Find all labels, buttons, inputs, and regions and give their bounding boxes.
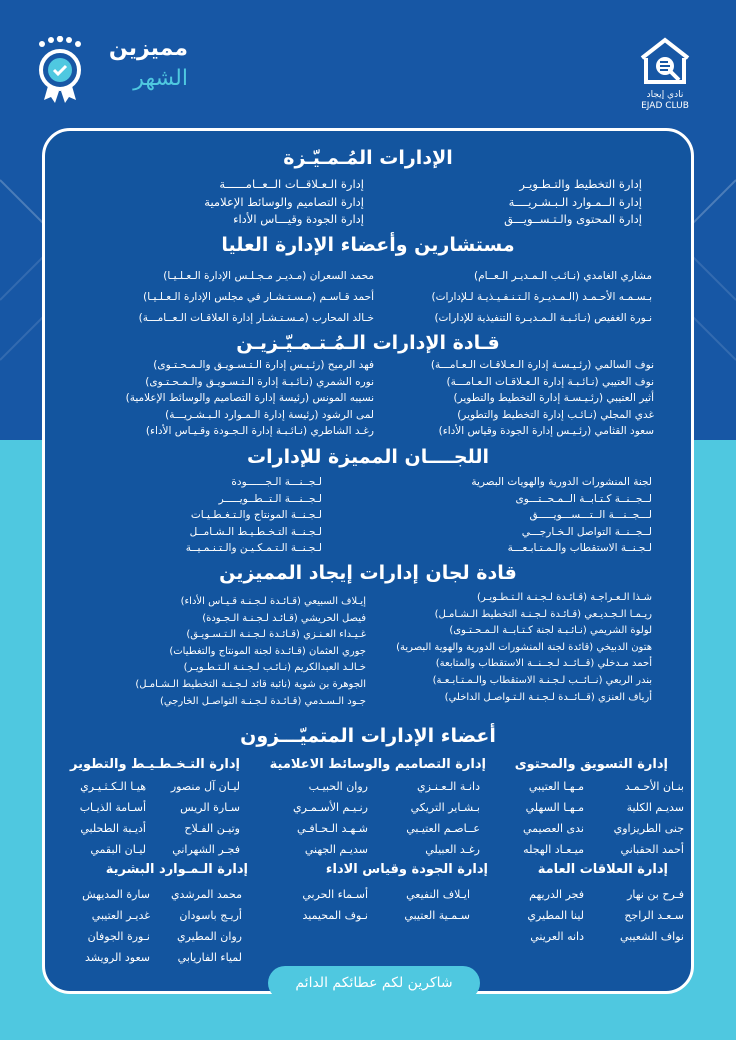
list-item: أحمد مـدخلي (قــائــد لـجــنــة الاستقطاب والمتابعة)	[435, 658, 652, 670]
list-item: غـيـداء العـنـزي (قـائـدة لـجـنـة الـتـسـويـق)	[186, 629, 366, 641]
list-item: أسـامة الذيـاب	[79, 801, 146, 814]
club-name	[630, 90, 700, 112]
list-item: رنـيـم الأسـمـري	[293, 801, 368, 814]
list-item: الجوهرة بن شوية (نائبة قائد لـجـنـة التخطيط الـشـامـل)	[135, 678, 366, 690]
list-item: لـجــنـــة الـتــطــويـــــر	[218, 492, 322, 505]
list-item: فـرح بن نهار	[627, 888, 684, 901]
list-item: نواف الشعيبي	[619, 930, 684, 943]
list-item: إيـلاف السبيعي (قـائـدة لـجـنـة قـيـاس الأداء)	[180, 596, 366, 607]
members-quality-col1	[374, 884, 470, 926]
list-item: ميـعـاد الهجله	[523, 843, 584, 856]
list-item: شـذا الـعـراجـة (قـائـدة لـجـنـة الـتـطـويـر)	[477, 592, 652, 603]
list-item: لـجـنــة التـخـطـيـط الـشـامــل	[189, 525, 322, 538]
members-design-col1	[380, 776, 480, 860]
section-title-departments: الإدارات المُـمـيّـزة	[283, 147, 453, 169]
list-item: غديـر العتيبي	[91, 909, 150, 922]
list-item: نـوف المحيميد	[302, 909, 368, 922]
list-item: مـهـا العتيبي	[528, 780, 584, 793]
list-item: نـورة الغفيص (نـائـبـة الـمـديـرة التنفيذية للإدارات)	[434, 312, 652, 324]
list-item: إدارة الـعـلاقــات الــعــامــــــة	[219, 177, 364, 191]
leaders-left-list	[54, 357, 374, 440]
section-title-leaders: قـادة الإدارات الـمُـتـمـيّـزيـن	[236, 332, 500, 354]
list-item: لــجــنــة كـتـابــة الــمـحــتـــوى	[515, 492, 652, 505]
list-item: جـود الـسـدمي (قـائـدة لـجـنـة التواصـل الخارجي)	[159, 695, 366, 707]
members-quality-col2	[280, 884, 368, 926]
list-item: نوف العتيبي (نـائـبـة إدارة الـعـلاقـات الـعـامـــة)	[446, 375, 654, 388]
committee-leaders-right-list	[380, 590, 652, 706]
members-planning-col1	[152, 776, 240, 860]
club-name-arabic: نادي إيجاد	[646, 90, 684, 100]
list-item: سعود القثامي (رئـيـس إدارة الجودة وقياس الأداء)	[438, 425, 654, 437]
list-item: لمى الرشود (رئيسة إدارة الـمـوارد الـبـشـريـــة)	[165, 408, 374, 421]
list-item: وتيـن الفـلاح	[184, 822, 240, 835]
list-item: خـالد المحارب (مـسـتـشـار إدارة العلاقـات الـعــامـــة)	[138, 312, 374, 324]
list-item: لولوة الشريمي (نـائـبـة لجنة كـتـابــة الـمـحـتـوى)	[449, 625, 652, 637]
list-item: فجـر الشهراني	[172, 843, 240, 856]
members-planning-col2	[56, 776, 146, 860]
section-title-members: أعضاء الإدارات المتميّـــزون	[240, 725, 496, 747]
departments-right-list	[392, 176, 642, 229]
list-item: سارة المديهش	[82, 888, 150, 901]
list-item: لمياء الفاريابي	[177, 951, 242, 964]
list-item: مـهـا السهلي	[525, 801, 584, 814]
members-marketing-col1	[590, 776, 684, 860]
list-item: أسـماء الحربي	[302, 888, 368, 901]
list-item: أحمد قـاسـم (مـسـتـشـار في مجلس الإدارة الـعـلـيـا)	[143, 291, 374, 303]
list-item: رغـد الشاطري (نـائـبـة إدارة الـجـودة وقـيـاس الأداء)	[145, 425, 374, 437]
list-item: غدي المجلي (نـائـب إدارة التخطيط والتطوير)	[457, 408, 654, 421]
list-item: ايـلاف النفيعي	[406, 888, 470, 901]
list-item: فجر الدريهم	[529, 888, 584, 901]
list-item: محمد المرشدي	[170, 888, 242, 901]
list-item: نـورة الجوفان	[87, 930, 150, 943]
section-title-advisors: مستشارين وأعضاء الإدارة العليا	[221, 234, 515, 256]
list-item: إدارة الجودة وقيـــاس الأداء	[233, 212, 364, 226]
list-item: أديـبة الطحلبي	[80, 822, 146, 835]
footer-thanks: شاكرين لكم عطائكم الدائم	[268, 966, 480, 1000]
advisors-right-list	[382, 266, 652, 329]
list-item: هيـا الـكـثـيـري	[80, 780, 146, 793]
list-item: سديـم الكلية	[626, 801, 684, 814]
list-item: لجنة المنشورات الدورية والهويات البصرية	[471, 476, 652, 488]
list-item: روان الحبيـب	[308, 780, 368, 793]
list-item: جنى الطريزاوي	[613, 822, 684, 835]
list-item: لـجـنــة الاستقطاب والـمـتـابـعـــة	[507, 542, 652, 554]
list-item: لـجــنـــة الـجــــــودة	[231, 476, 322, 488]
leaders-right-list	[382, 357, 654, 440]
list-item: بـشـاير التريكي	[410, 801, 480, 814]
section-title-committees: اللجــــان المميزة للإدارات	[247, 446, 489, 468]
list-item: ليـان البقمي	[90, 843, 146, 856]
list-item: لينا المطيري	[527, 909, 584, 922]
members-hr-col2	[60, 884, 150, 968]
members-hr-col1	[154, 884, 242, 968]
section-title-committee-leaders: قادة لجان إدارات إيجاد المميزين	[219, 562, 517, 584]
list-item: أريـج باسودان	[179, 909, 242, 922]
list-item: خـالـد العبدالكريم (نـائـب لـجـنـة الـتـطـويـر)	[183, 662, 366, 674]
members-public-relations-col2	[500, 884, 584, 947]
list-item: إدارة المحتوى والـتـســويـــق	[504, 212, 642, 226]
advisors-left-list	[56, 266, 374, 329]
list-item: عــاصـم العتيـبي	[406, 822, 480, 835]
list-item: ليـان آل منصور	[170, 780, 240, 793]
list-item: سـمـية العتيبي	[404, 909, 470, 922]
members-marketing-col2	[500, 776, 584, 860]
header-subtitle: الشهر	[133, 66, 188, 91]
list-item: إدارة الــمـوارد الـبـشـريــــة	[508, 194, 642, 209]
list-item: لـــجــنـــة الــتـــســـويـــــق	[529, 509, 652, 521]
committees-right-list	[400, 474, 652, 557]
members-public-relations-col1	[590, 884, 684, 947]
list-item: دانـة الـعـنـزي	[416, 780, 480, 793]
list-item: فهد الرميح (رئـيـس إدارة الـتـسـويـق والـمـحـتـوى)	[153, 359, 374, 371]
list-item: لـجـنــة الـتـمـكـيـن والـتـنـمـيــة	[185, 542, 322, 554]
list-item: لــجــنــة التواصل الـخـارجـــي	[521, 525, 652, 538]
list-item: روان المطيري	[176, 930, 242, 943]
list-item: أحمد الحقباني	[620, 843, 684, 856]
list-item: رغـد العبيلي	[425, 843, 480, 856]
departments-left-list	[120, 176, 364, 229]
list-item: نسيبه المونس (رئيسة إدارة التصاميم والوسائط الإعلامية)	[125, 392, 374, 404]
members-quality-title: إدارة الجودة وقياس الاداء	[325, 862, 488, 877]
list-item: سديـم الجهني	[304, 843, 368, 856]
list-item: ريـمـا الـجـديـعي (قـائـدة لـجـنـة التخطيط الـشـامـل)	[434, 608, 652, 620]
members-marketing-title: إدارة التسويق والمحتوى	[514, 757, 668, 772]
list-item: بندر الربعي (نــائــب لـجـنـة الاستقطاب والـمـتـابـعـة)	[432, 674, 652, 686]
list-item: سعود الرويشد	[84, 951, 150, 964]
header-title: مميزين	[108, 36, 188, 61]
list-item: لـجـنــة المونتاج والـتـغـطـيـات	[190, 509, 322, 521]
list-item: هتون الدبيخي (قائدة لجنة المنشورات الدورية والهوية البصرية)	[396, 641, 652, 653]
list-item: إدارة التصاميم والوسائط الإعلامية	[204, 194, 364, 209]
committee-leaders-left-list	[60, 594, 366, 710]
list-item: ندى العصيمي	[522, 822, 584, 835]
members-planning-title: إدارة التـخـطـيـط والتطوير	[70, 757, 240, 772]
list-item: نوره الشمري (نـائـبـة إدارة الـتـسـويـق والـمـحـتـوى)	[145, 375, 374, 388]
list-item: مشاري الغامدي (نـائـب الـمـديـر الـعــام)	[473, 270, 652, 282]
list-item: نوف السالمي (رئـيـسـة إدارة الـعـلاقـات الـعـامـــة)	[430, 359, 654, 371]
list-item: سـارة الريس	[180, 801, 240, 814]
list-item: شـهـد الـحـافـي	[297, 822, 368, 835]
list-item: بـسـمـه الأحـمـد (الـمـديـرة الـتـنـفـيـذيـة لـلإدارات)	[431, 291, 652, 303]
list-item: دانه العريني	[530, 930, 584, 943]
list-item: بنـان الأحـمـد	[624, 780, 684, 793]
list-item: فيصل الحريشي (قـائـد لـجـنـة الـجـودة)	[202, 612, 366, 624]
list-item: أرياف العنزي (قــائــدة لـجـنـة الـتـواصـل الداخلي)	[444, 691, 652, 703]
members-design-title: إدارة التصاميم والوسائط الاعلامية	[269, 757, 486, 772]
award-badge-icon	[30, 36, 90, 104]
list-item: إدارة التخطيط والتـطـويـر	[519, 177, 642, 191]
committees-left-list	[96, 474, 322, 557]
list-item: محمد السعران (مـديـر مـجـلـس الإدارة الـعـلـيـا)	[163, 270, 374, 282]
members-hr-title: إدارة الـمـوارد البشرية	[105, 862, 248, 877]
list-item: جوري العثمان (قـائـدة لجنة المونتاج والتغطيات)	[169, 645, 366, 657]
list-item: سـعـد الراجح	[624, 909, 684, 922]
ejad-club-logo	[636, 34, 694, 88]
members-design-col2	[256, 776, 368, 860]
club-name-latin: EJAD CLUB	[641, 101, 689, 111]
members-public-relations-title: إدارة العلاقات العامة	[537, 862, 668, 877]
list-item: أثير العتيبي (رئـيـسـة إدارة التخطيط والتطوير)	[453, 392, 654, 404]
